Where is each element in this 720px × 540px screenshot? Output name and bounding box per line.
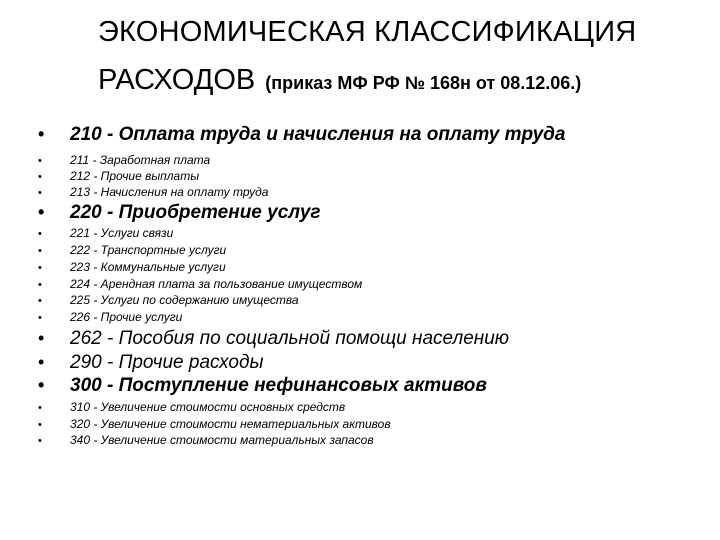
- bullet: •: [38, 245, 42, 257]
- list-item-label: 211 - Заработная плата: [70, 153, 211, 167]
- bullet: •: [38, 312, 42, 324]
- bullet: •: [38, 435, 42, 447]
- list-item-label: 226 - Прочие услуги: [70, 310, 183, 324]
- list-item-label: 221 - Услуги связи: [70, 226, 174, 240]
- list-item-label: 300 - Поступление нефинансовых активов: [70, 375, 487, 396]
- list-item-label: 320 - Увеличение стоимости нематериальных активов: [70, 417, 391, 431]
- list-item-223: [38, 260, 226, 274]
- bullet: •: [38, 202, 45, 222]
- list-item-label: 222 - Транспортные услуги: [70, 243, 227, 257]
- list-item-340: [38, 433, 374, 447]
- list-item-label: 210 - Оплата труда и начисления на оплату труда: [70, 124, 566, 145]
- list-item-320: [38, 417, 391, 431]
- list-item-label: 262 - Пособия по социальной помощи населению: [70, 328, 510, 349]
- list-item-221: [38, 226, 173, 240]
- list-item-label: 225 - Услуги по содержанию имущества: [70, 293, 299, 307]
- list-item-label: 290 - Прочие расходы: [70, 352, 264, 373]
- bullet: •: [38, 228, 42, 240]
- bullet: •: [38, 279, 42, 291]
- title-line-1: ЭКОНОМИЧЕСКАЯ КЛАССИФИКАЦИЯ: [98, 16, 637, 48]
- bullet: •: [38, 262, 42, 274]
- list-item-210: [38, 124, 565, 146]
- bullet: •: [38, 295, 42, 307]
- list-item-211: [38, 153, 210, 167]
- list-item-226: [38, 310, 182, 324]
- list-item-213: [38, 185, 268, 199]
- bullet: •: [38, 375, 45, 395]
- title-line-2: [98, 64, 581, 97]
- bullet: •: [38, 124, 45, 144]
- bullet: •: [38, 402, 42, 414]
- list-item-label: 310 - Увеличение стоимости основных средств: [70, 400, 346, 414]
- list-item-225: [38, 293, 299, 307]
- list-item-212: [38, 169, 199, 183]
- bullet: •: [38, 155, 42, 167]
- list-item-224: [38, 277, 362, 291]
- list-item-label: 213 - Начисления на оплату труда: [70, 185, 269, 199]
- list-item-290: [38, 352, 263, 374]
- list-item-label: 212 - Прочие выплаты: [70, 169, 200, 183]
- list-item-310: [38, 400, 345, 414]
- list-item-label: 220 - Приобретение услуг: [70, 202, 321, 223]
- list-item-label: 223 - Коммунальные услуги: [70, 260, 226, 274]
- list-item-300: [38, 375, 487, 397]
- title-subtitle: (приказ МФ РФ № 168н от 08.12.06.): [265, 73, 582, 93]
- bullet: •: [38, 171, 42, 183]
- list-item-220: [38, 202, 321, 224]
- list-item-222: [38, 243, 226, 257]
- bullet: •: [38, 187, 42, 199]
- title-line-2-main: РАСХОДОВ: [98, 64, 256, 96]
- list-item-label: 224 - Арендная плата за пользование имуществом: [70, 277, 363, 291]
- bullet: •: [38, 328, 45, 348]
- bullet: •: [38, 419, 42, 431]
- list-item-label: 340 - Увеличение стоимости материальных запасов: [70, 433, 374, 447]
- bullet: •: [38, 352, 45, 372]
- list-item-262: [38, 328, 509, 350]
